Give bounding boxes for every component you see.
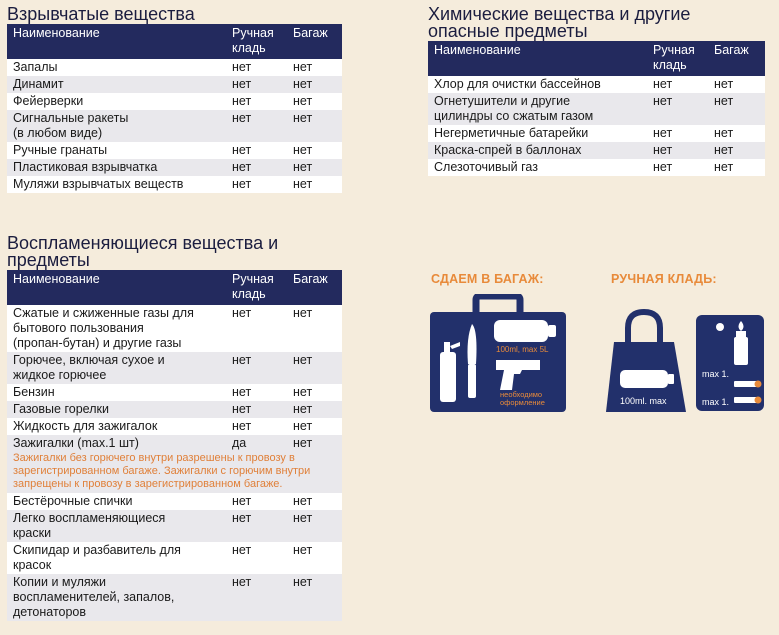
table-row xyxy=(428,159,765,176)
hand-luggage-value: нет xyxy=(226,510,287,542)
table-header-row xyxy=(428,41,765,76)
table-row xyxy=(7,542,342,574)
table-row xyxy=(7,352,342,384)
hand-luggage-value: нет xyxy=(647,76,708,93)
table-row xyxy=(7,435,342,452)
hand-luggage-caption: РУЧНАЯ КЛАДЬ: xyxy=(611,272,717,286)
table-row xyxy=(7,142,342,159)
checked-baggage-value: нет xyxy=(287,418,342,435)
hand-column-header: Ручная кладь xyxy=(226,24,287,59)
hand-luggage-value: нет xyxy=(226,93,287,110)
item-name: Огнетушители и другие цилиндры со сжатым газом xyxy=(428,93,647,125)
table-row xyxy=(7,176,342,193)
hand-column-header: Ручная кладь xyxy=(226,270,287,305)
hand-luggage-value: нет xyxy=(226,574,287,621)
hand-bag-icon xyxy=(604,308,690,414)
item-name: Скипидар и разбавитель для красок xyxy=(7,542,226,574)
table-row xyxy=(7,384,342,401)
table-row xyxy=(428,142,765,159)
hand-luggage-value: нет xyxy=(226,142,287,159)
hand-bottle-icon xyxy=(620,370,674,388)
hand-luggage-value: нет xyxy=(647,93,708,125)
hand-bottle-label: 100ml. max xyxy=(620,396,667,406)
flammables-title: Воспламеняющиеся вещества и предметы xyxy=(7,233,279,270)
chemicals-title: Химические вещества и другие опасные предметы xyxy=(428,4,691,41)
checked-baggage-value: нет xyxy=(287,574,342,621)
checked-baggage-value: нет xyxy=(287,493,342,510)
checked-baggage-value: нет xyxy=(287,110,342,142)
checked-baggage-value: нет xyxy=(287,542,342,574)
table-header-row xyxy=(7,24,342,59)
bag-column-header: Багаж xyxy=(287,24,342,59)
lighter-note: Зажигалки без горючего внутри разрешены к провозу в зарегистрированном багаже. Зажигалки с горючим внутри запрещены к провозу в зарегистрированном багаже. xyxy=(7,452,342,493)
checked-baggage-value: нет xyxy=(287,401,342,418)
hand-luggage-value: нет xyxy=(647,125,708,142)
checked-baggage-value: нет xyxy=(708,93,765,125)
hand-luggage-value: нет xyxy=(226,110,287,142)
name-column-header: Наименование xyxy=(428,41,647,76)
hand-luggage-value: нет xyxy=(226,384,287,401)
chemicals-table xyxy=(428,41,765,176)
table-row xyxy=(7,574,342,621)
table-row xyxy=(7,401,342,418)
checked-baggage-value: нет xyxy=(287,93,342,110)
checked-baggage-value: нет xyxy=(287,305,342,352)
explosives-table xyxy=(7,24,342,193)
checked-suitcase-icon xyxy=(428,294,568,414)
bottle-icon xyxy=(494,320,556,342)
table-header-row xyxy=(7,270,342,305)
hand-luggage-value: нет xyxy=(226,76,287,93)
item-name: Пластиковая взрывчатка xyxy=(7,159,226,176)
item-name: Зажигалки (max.1 шт) xyxy=(7,435,226,452)
lighter-matches-card-icon xyxy=(694,313,766,413)
item-name: Негерметичные батарейки xyxy=(428,125,647,142)
item-name: Динамит xyxy=(7,76,226,93)
hand-luggage-value: нет xyxy=(226,493,287,510)
table-row xyxy=(7,305,342,352)
hand-luggage-value: нет xyxy=(226,542,287,574)
hand-luggage-value: да xyxy=(226,435,287,452)
hand-column-header: Ручная кладь xyxy=(647,41,708,76)
bag-column-header: Багаж xyxy=(287,270,342,305)
checked-note: необходимо оформление xyxy=(500,390,545,407)
table-row xyxy=(428,76,765,93)
name-column-header: Наименование xyxy=(7,24,226,59)
item-name: Краска-спрей в баллонах xyxy=(428,142,647,159)
hand-luggage-value: нет xyxy=(226,59,287,76)
checked-baggage-value: нет xyxy=(287,510,342,542)
hand-luggage-value: нет xyxy=(226,176,287,193)
item-name: Горючее, включая сухое и жидкое горючее xyxy=(7,352,226,384)
checked-baggage-value: нет xyxy=(708,76,765,93)
hand-luggage-value: нет xyxy=(226,418,287,435)
item-name: Муляжи взрывчатых веществ xyxy=(7,176,226,193)
item-name: Легко воспламеняющиеся краски xyxy=(7,510,226,542)
checked-baggage-value: нет xyxy=(287,435,342,452)
checked-baggage-value: нет xyxy=(287,142,342,159)
checked-baggage-value: нет xyxy=(708,142,765,159)
hand-luggage-value: нет xyxy=(226,401,287,418)
item-name: Бензин xyxy=(7,384,226,401)
item-name: Копии и муляжи воспламенителей, запалов, детонаторов xyxy=(7,574,226,621)
item-name: Слезоточивый газ xyxy=(428,159,647,176)
knife-icon xyxy=(468,324,477,398)
table-row xyxy=(7,418,342,435)
table-row xyxy=(7,110,342,142)
table-row xyxy=(7,93,342,110)
name-column-header: Наименование xyxy=(7,270,226,305)
hand-luggage-value: нет xyxy=(226,159,287,176)
table-row xyxy=(7,159,342,176)
table-row xyxy=(428,125,765,142)
table-row xyxy=(7,510,342,542)
checked-baggage-value: нет xyxy=(287,59,342,76)
item-name: Газовые горелки xyxy=(7,401,226,418)
matches-icon xyxy=(734,381,762,388)
item-name: Сжатые и сжиженные газы для бытового пользования (пропан-бутан) и другие газы xyxy=(7,305,226,352)
table-note-row xyxy=(7,452,342,493)
item-name: Ручные гранаты xyxy=(7,142,226,159)
checked-baggage-value: нет xyxy=(708,159,765,176)
table-row xyxy=(428,93,765,125)
checked-baggage-caption: СДАЕМ В БАГАЖ: xyxy=(431,272,544,286)
checked-baggage-value: нет xyxy=(287,76,342,93)
explosives-title: Взрывчатые вещества xyxy=(7,4,195,24)
checked-baggage-value: нет xyxy=(287,176,342,193)
table-row xyxy=(7,76,342,93)
hand-luggage-value: нет xyxy=(226,352,287,384)
checked-baggage-value: нет xyxy=(287,352,342,384)
item-name: Жидкость для зажигалок xyxy=(7,418,226,435)
matches-limit: max 1. xyxy=(702,397,730,407)
checked-baggage-value: нет xyxy=(287,384,342,401)
hand-luggage-value: нет xyxy=(647,142,708,159)
hand-luggage-value: нет xyxy=(647,159,708,176)
checked-bottle-label: 100ml, max 5L xyxy=(496,345,549,354)
table-row xyxy=(7,59,342,76)
checked-baggage-value: нет xyxy=(287,159,342,176)
table-row xyxy=(7,493,342,510)
item-name: Запалы xyxy=(7,59,226,76)
item-name: Хлор для очистки бассейнов xyxy=(428,76,647,93)
item-name: Сигнальные ракеты (в любом виде) xyxy=(7,110,226,142)
checked-baggage-value: нет xyxy=(708,125,765,142)
lighter-limit: max 1. xyxy=(702,369,730,379)
item-name: Бестёрочные спички xyxy=(7,493,226,510)
bag-column-header: Багаж xyxy=(708,41,765,76)
flammables-table xyxy=(7,270,342,621)
item-name: Фейерверки xyxy=(7,93,226,110)
hand-luggage-value: нет xyxy=(226,305,287,352)
